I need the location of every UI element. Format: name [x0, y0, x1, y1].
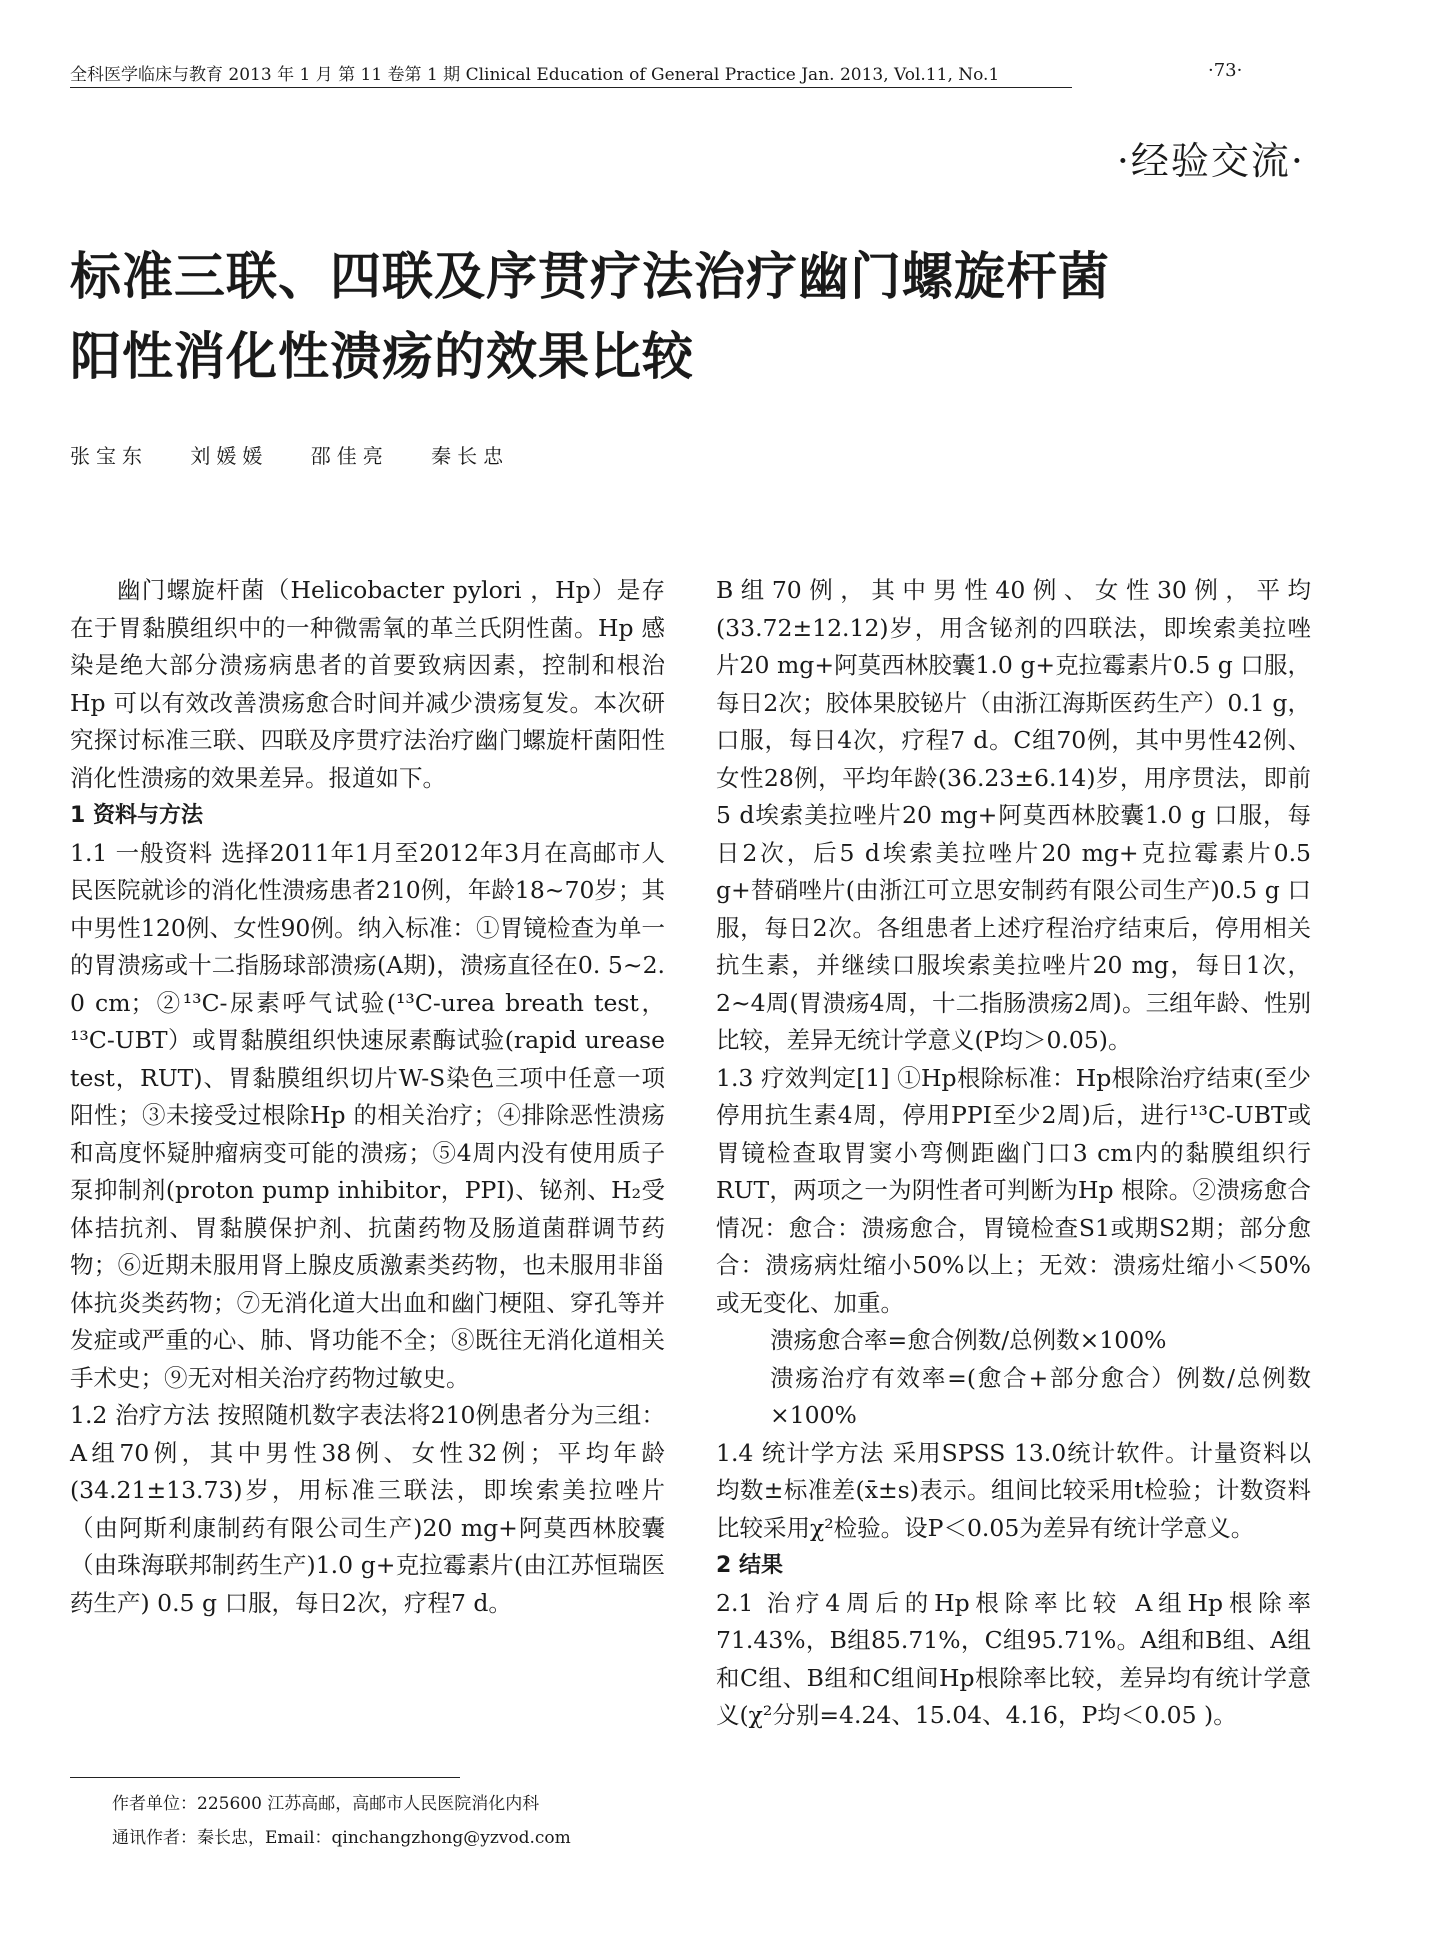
subsection-statistics: 1.4 统计学方法 采用SPSS 13.0统计软件。计量资料以均数±标准差(x̄±s)表示。组间比较采用t检验；计数资料比较采用χ²检验。设P＜0.05为差异有统计学意义。	[716, 1438, 1311, 1542]
treatment-method-continued: B组70例，其中男性40例、女性30例，平均(33.72±12.12)岁，用含铋剂的四联法，即埃索美拉唑片20 mg+阿莫西林胶囊1.0 g+克拉霉素片0.5 g 口服，每日2次；胶体果胶铋片（由浙江海斯医药生产）0.1 g，口服，每日4次，疗程7 d。C组70例，其中男性42例、女性28例，平均年龄(36.23±6.14)岁，用序贯法，即前5 d埃索美拉唑片20 mg+阿莫西林胶囊1.0 g 口服，每日2次，后5 d埃索美拉唑片20 mg+克拉霉素片0.5 g+替硝唑片(由浙江可立思安制药有限公司生产)0.5 g 口服，每日2次。各组患者上述疗程治疗结束后，停用相关抗生素，并继续口服埃索美拉唑片20 mg，每日1次，2~4周(胃溃疡4周，十二指肠溃疡2周)。三组年龄、性别比较，差异无统计学意义(P均＞0.05)。	[716, 576, 1311, 1054]
footnote	[112, 1787, 571, 1855]
page-number: ·73·	[1208, 60, 1243, 81]
footnote-rule	[70, 1777, 460, 1778]
title-line-1: 标准三联、四联及序贯疗法治疗幽门螺旋杆菌	[70, 248, 1111, 307]
left-column	[70, 572, 665, 1622]
author: 秦长忠	[431, 444, 510, 468]
running-head: 全科医学临床与教育 2013 年 1 月 第 11 卷第 1 期 Clinical Education of General Practice Jan. 2013, Vol.11, No.1	[70, 65, 1000, 85]
section-label: ·经验交流·	[1116, 139, 1305, 183]
subsection-efficacy-criteria: 1.3 疗效判定[1] ①Hp根除标准：Hp根除治疗结束(至少停用抗生素4周，停用PPI至少2周)后，进行¹³C-UBT或胃镜检查取胃窦小弯侧距幽门口3 cm内的黏膜组织行RUT，两项之一为阴性者可判断为Hp 根除。②溃疡愈合情况：愈合：溃疡愈合，胃镜检查S1或期S2期；部分愈合：溃疡病灶缩小50%以上；无效：溃疡灶缩小＜50%或无变化、加重。	[716, 1063, 1311, 1317]
section-heading-methods: 1 资料与方法	[70, 803, 203, 828]
formula-effective-rate: 溃疡治疗有效率=(愈合+部分愈合）例数/总例数×100%	[770, 1363, 1311, 1429]
author: 邵佳亮	[310, 444, 389, 468]
author: 刘媛媛	[190, 444, 269, 468]
formula-healing-rate: 溃疡愈合率=愈合例数/总例数×100%	[770, 1326, 1167, 1354]
title-line-2: 阳性消化性溃疡的效果比较	[70, 328, 695, 387]
right-column	[716, 572, 1311, 1735]
article-title	[70, 238, 1330, 398]
section-heading-results: 2 结果	[716, 1553, 783, 1578]
subsection-eradication-rate: 2.1 治疗4周后的Hp根除率比较 A组Hp根除率71.43%，B组85.71%，C组95.71%。A组和B组、A组和C组、B组和C组间Hp根除率比较，差异均有统计学意义(χ²分别=4.24、15.04、4.16，P均＜0.05 )。	[716, 1588, 1311, 1729]
subsection-treatment-method: 1.2 治疗方法 按照随机数字表法将210例患者分为三组：A组70例，其中男性38例、女性32例；平均年龄(34.21±13.73)岁，用标准三联法，即埃索美拉唑片（由阿斯利康制药有限公司生产)20 mg+阿莫西林胶囊（由珠海联邦制药生产)1.0 g+克拉霉素片(由江苏恒瑞医药生产) 0.5 g 口服，每日2次，疗程7 d。	[70, 1401, 665, 1617]
author-list	[70, 440, 539, 469]
header-rule	[70, 87, 1072, 88]
intro-paragraph: 幽门螺旋杆菌（Helicobacter pylori ，Hp）是存在于胃黏膜组织中的一种微需氧的革兰氏阴性菌。Hp 感染是绝大部分溃疡病患者的首要致病因素，控制和根治Hp 可以有效改善溃疡愈合时间并减少溃疡复发。本次研究探讨标准三联、四联及序贯疗法治疗幽门螺旋杆菌阳性消化性溃疡的效果差异。报道如下。	[70, 576, 665, 792]
author: 张宝东	[70, 444, 148, 468]
subsection-general-data: 1.1 一般资料 选择2011年1月至2012年3月在高邮市人民医院就诊的消化性溃疡患者210例，年龄18~70岁；其中男性120例、女性90例。纳入标准：①胃镜检查为单一的胃溃疡或十二指肠球部溃疡(A期)，溃疡直径在0. 5~2. 0 cm；②¹³C-尿素呼气试验(¹³C-urea breath test，¹³C-UBT）或胃黏膜组织快速尿素酶试验(rapid urease test，RUT)、胃黏膜组织切片W-S染色三项中任意一项阳性；③未接受过根除Hp 的相关治疗；④排除恶性溃疡和高度怀疑肿瘤病变可能的溃疡；⑤4周内没有使用质子泵抑制剂(proton pump inhibitor，PPI)、铋剂、H₂受体拮抗剂、胃黏膜保护剂、抗菌药物及肠道菌群调节药物；⑥近期未服用肾上腺皮质激素类药物，也未服用非甾体抗炎类药物；⑦无消化道大出血和幽门梗阻、穿孔等并发症或严重的心、肺、肾功能不全；⑧既往无消化道相关手术史；⑨无对相关治疗药物过敏史。	[70, 838, 665, 1392]
author-affiliation: 作者单位：225600 江苏高邮，高邮市人民医院消化内科	[112, 1794, 540, 1814]
corresponding-author: 通讯作者：秦长忠，Email：qinchangzhong@yzvod.com	[112, 1828, 571, 1848]
